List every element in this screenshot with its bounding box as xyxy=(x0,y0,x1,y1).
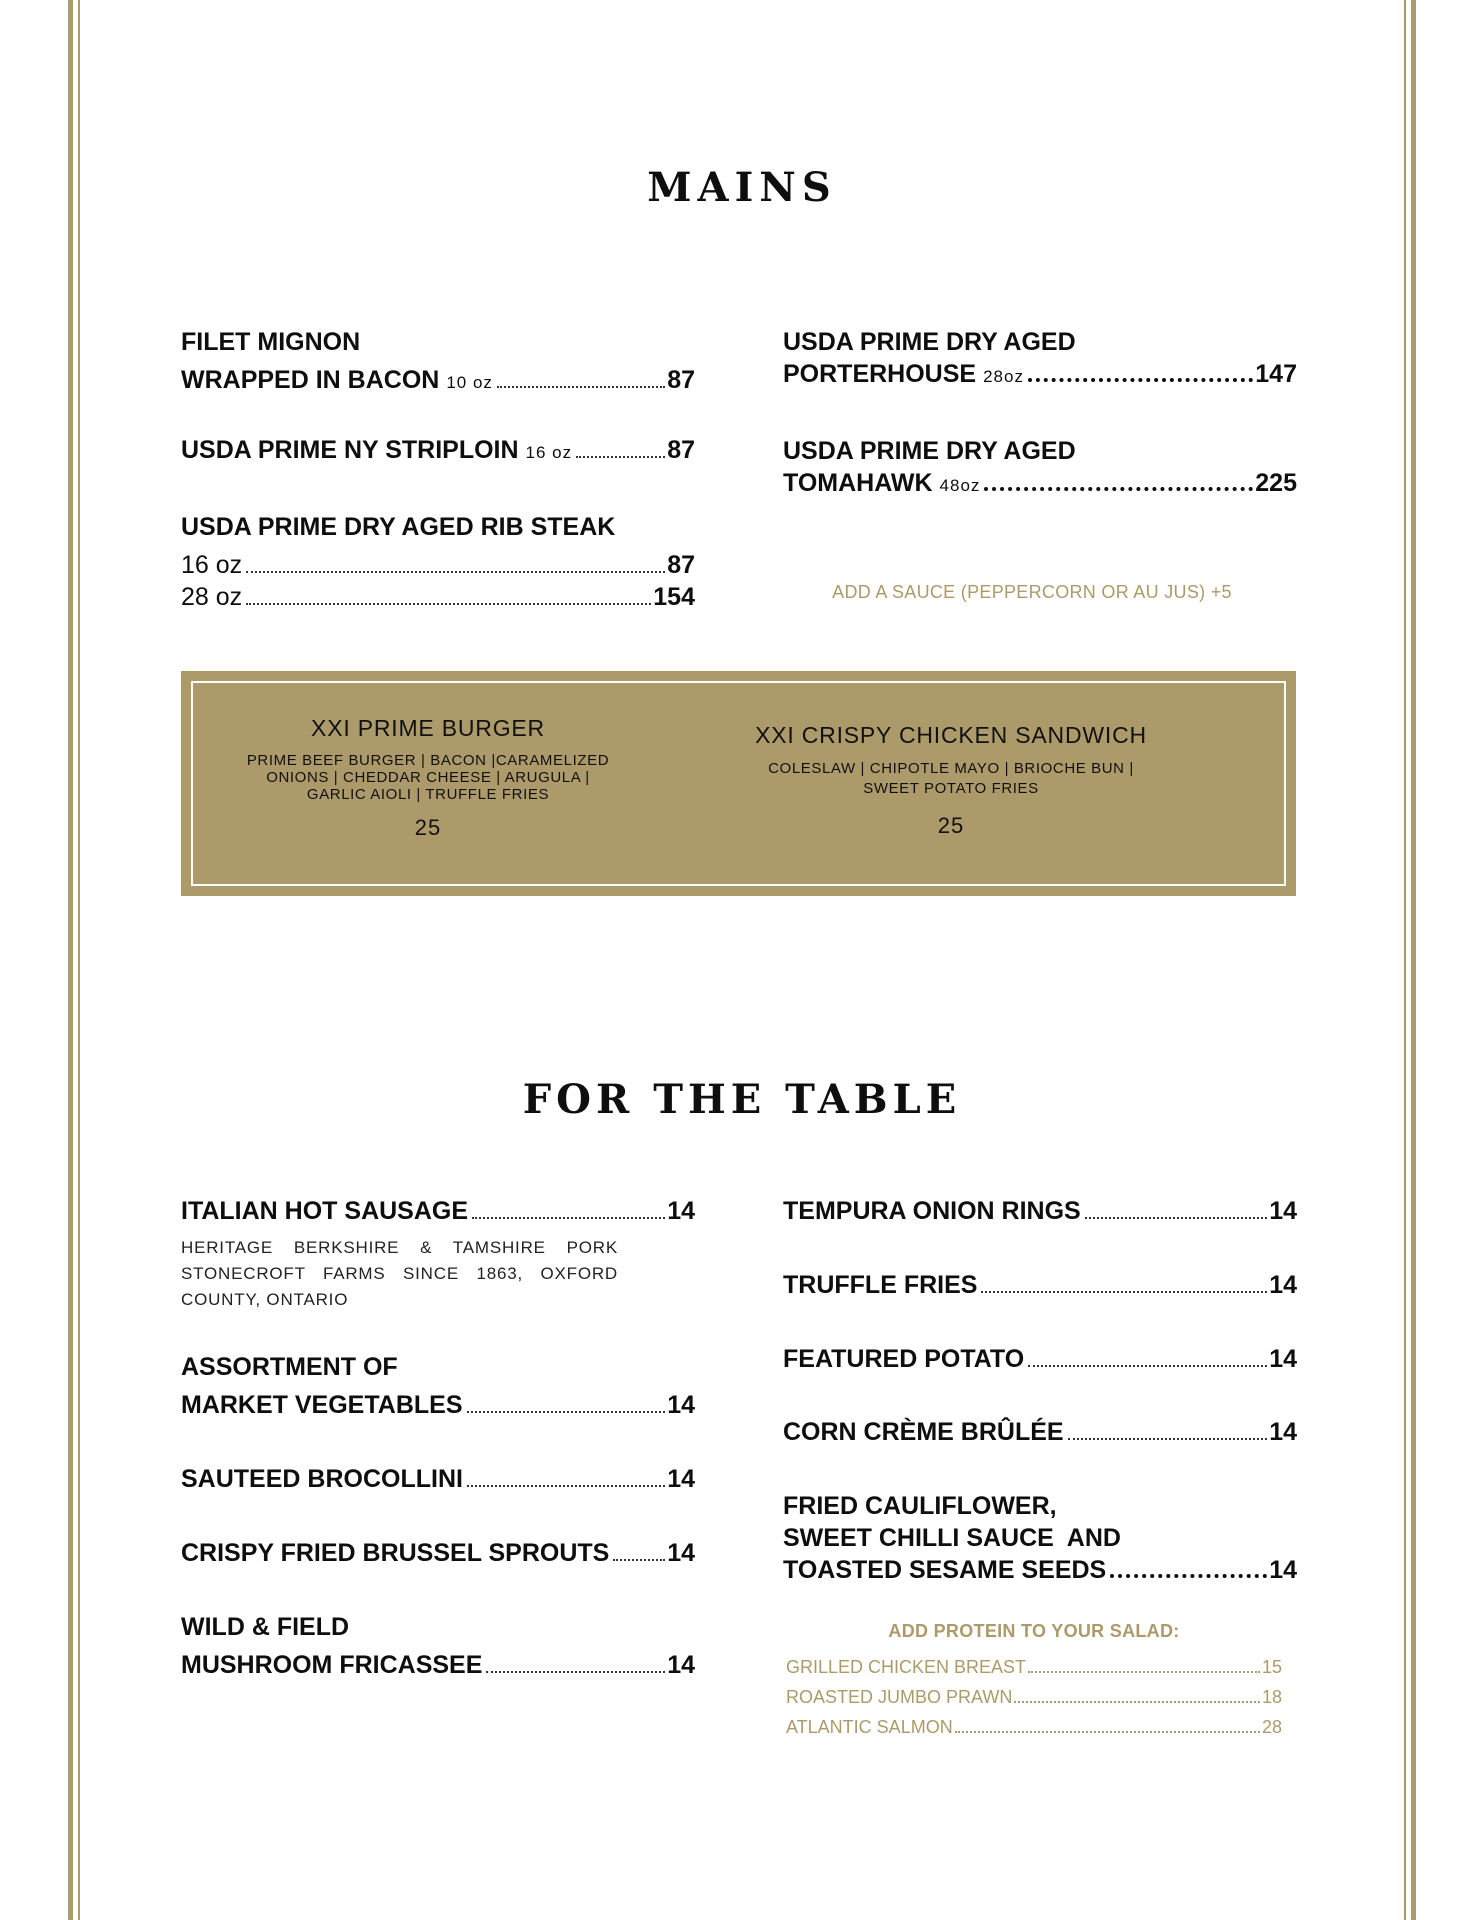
protein-item xyxy=(786,1652,1282,1682)
menu-item-rib-steak xyxy=(181,511,695,613)
item-name-line: FRIED CAULIFLOWER, xyxy=(783,1492,1057,1520)
item-name: TRUFFLE FRIES xyxy=(783,1271,978,1299)
protein-item xyxy=(786,1682,1282,1712)
dot-leader xyxy=(1085,1217,1267,1219)
item-name: CRISPY FRIED BRUSSEL SPROUTS xyxy=(181,1539,610,1567)
item-name-line: USDA PRIME DRY AGED xyxy=(783,328,1076,356)
feature-price: 25 xyxy=(414,815,442,840)
item-name: SAUTEED BROCOLLINI xyxy=(181,1465,463,1493)
protein-name: ROASTED JUMBO PRAWN xyxy=(786,1687,1013,1707)
menu-item-brussel-sprouts xyxy=(181,1537,695,1569)
feature-description: PRIME BEEF BURGER | BACON |CARAMELIZED ONIONS | CHEDDAR CHEESE | ARUGULA | GARLIC AIOLI | TRUFFLE FRIES xyxy=(246,752,610,803)
item-price: 14 xyxy=(1269,1197,1297,1225)
menu-item-ny-striploin xyxy=(181,434,695,469)
dot-leader xyxy=(467,1485,665,1487)
item-name: USDA PRIME NY STRIPLOIN xyxy=(181,436,519,464)
item-name: PORTERHOUSE xyxy=(783,360,977,388)
item-price: 87 xyxy=(667,366,695,394)
dot-leader xyxy=(1110,1574,1267,1578)
dot-leader xyxy=(1028,378,1253,382)
item-name: MUSHROOM FRICASSEE xyxy=(181,1651,483,1679)
size-option xyxy=(181,549,695,581)
protein-addon xyxy=(786,1621,1282,1742)
item-price: 225 xyxy=(1255,469,1297,497)
feature-title: XXI PRIME BURGER xyxy=(311,715,545,741)
mains-right-column xyxy=(783,326,1297,502)
item-price: 14 xyxy=(667,1539,695,1567)
mains-left-column xyxy=(181,326,695,613)
item-name: USDA PRIME DRY AGED RIB STEAK xyxy=(181,513,616,541)
item-name: WRAPPED IN BACON xyxy=(181,366,440,394)
menu-item-italian-hot-sausage xyxy=(181,1195,695,1313)
item-name: MARKET VEGETABLES xyxy=(181,1391,463,1419)
item-price: 87 xyxy=(667,436,695,464)
dot-leader xyxy=(576,456,665,458)
protein-name: GRILLED CHICKEN BREAST xyxy=(786,1657,1027,1677)
item-name-line: USDA PRIME DRY AGED xyxy=(783,437,1076,465)
item-name: TEMPURA ONION RINGS xyxy=(783,1197,1081,1225)
dot-leader xyxy=(1028,1671,1260,1673)
protein-price: 18 xyxy=(1261,1687,1282,1707)
dot-leader xyxy=(486,1671,665,1673)
for-the-table-heading: FOR THE TABLE xyxy=(522,1076,962,1123)
dot-leader xyxy=(497,386,665,388)
menu-item-tomahawk xyxy=(783,435,1297,502)
item-name: TOMAHAWK xyxy=(783,469,933,497)
sauce-note: ADD A SAUCE (PEPPERCORN OR AU JUS) +5 xyxy=(832,582,1232,602)
item-name: ITALIAN HOT SAUSAGE xyxy=(181,1197,469,1225)
item-price: 154 xyxy=(653,583,695,611)
protein-name: ATLANTIC SALMON xyxy=(786,1717,953,1737)
dot-leader xyxy=(246,603,651,605)
item-price: 14 xyxy=(667,1465,695,1493)
feature-description: COLESLAW | CHIPOTLE MAYO | BRIOCHE BUN | SWEET POTATO FRIES xyxy=(768,760,1134,797)
mains-heading: MAINS xyxy=(647,164,837,211)
menu-item-market-vegetables xyxy=(181,1351,695,1421)
item-name-line: ASSORTMENT OF xyxy=(181,1353,398,1381)
item-size: 28 oz xyxy=(181,583,243,611)
menu-item-porterhouse xyxy=(783,326,1297,393)
menu-item-tempura-onion-rings xyxy=(783,1195,1297,1227)
dot-leader xyxy=(981,1291,1267,1293)
item-name-line: FILET MIGNON xyxy=(181,328,361,356)
item-price: 14 xyxy=(1269,1418,1297,1446)
item-name-line: SWEET CHILLI SAUCE AND xyxy=(783,1524,1121,1552)
menu-item-sauteed-brocollini xyxy=(181,1463,695,1495)
item-price: 14 xyxy=(1269,1556,1297,1584)
protein-price: 28 xyxy=(1261,1717,1282,1737)
feature-chicken-sandwich xyxy=(751,722,1151,839)
left-border-inner xyxy=(78,0,80,1920)
table-left-column xyxy=(181,1195,695,1681)
item-price: 147 xyxy=(1255,360,1297,388)
item-price: 87 xyxy=(667,551,695,579)
feature-title: XXI CRISPY CHICKEN SANDWICH xyxy=(755,722,1147,748)
item-price: 14 xyxy=(667,1391,695,1419)
item-name: TOASTED SESAME SEEDS xyxy=(783,1556,1107,1584)
item-name-line: WILD & FIELD xyxy=(181,1613,350,1641)
item-size: 16 oz xyxy=(525,443,573,462)
item-price: 14 xyxy=(667,1197,695,1225)
dot-leader xyxy=(467,1411,666,1413)
menu-item-truffle-fries xyxy=(783,1269,1297,1301)
table-right-column xyxy=(783,1195,1297,1586)
item-description: HERITAGE BERKSHIRE & TAMSHIRE PORK STONECROFT FARMS SINCE 1863, OXFORD COUNTY, ONTARIO xyxy=(181,1238,618,1309)
item-price: 14 xyxy=(667,1651,695,1679)
protein-price: 15 xyxy=(1261,1657,1282,1677)
left-border-outer xyxy=(68,0,73,1920)
menu-item-filet-mignon xyxy=(181,326,695,399)
item-name: CORN CRÈME BRÛLÉE xyxy=(783,1418,1064,1446)
feature-box xyxy=(181,671,1296,896)
feature-price: 25 xyxy=(937,813,965,838)
item-size: 48oz xyxy=(939,476,981,495)
dot-leader xyxy=(246,571,665,573)
menu-item-featured-potato xyxy=(783,1343,1297,1375)
menu-item-mushroom-fricassee xyxy=(181,1611,695,1681)
dot-leader xyxy=(955,1731,1260,1733)
protein-item xyxy=(786,1712,1282,1742)
item-price: 14 xyxy=(1269,1345,1297,1373)
dot-leader xyxy=(1068,1438,1268,1440)
item-size: 28oz xyxy=(983,367,1024,386)
item-size: 16 oz xyxy=(181,551,243,579)
dot-leader xyxy=(472,1217,665,1219)
feature-prime-burger xyxy=(241,715,615,841)
dot-leader xyxy=(984,487,1253,491)
right-border-outer xyxy=(1411,0,1416,1920)
menu-item-fried-cauliflower xyxy=(783,1490,1297,1586)
item-size: 10 oz xyxy=(446,373,493,392)
dot-leader xyxy=(1014,1701,1260,1703)
item-price: 14 xyxy=(1269,1271,1297,1299)
item-name: FEATURED POTATO xyxy=(783,1345,1025,1373)
size-option xyxy=(181,581,695,613)
dot-leader xyxy=(613,1559,665,1561)
menu-item-corn-creme-brulee xyxy=(783,1416,1297,1448)
dot-leader xyxy=(1028,1365,1267,1367)
protein-heading: ADD PROTEIN TO YOUR SALAD: xyxy=(888,1621,1180,1641)
right-border-inner xyxy=(1404,0,1406,1920)
